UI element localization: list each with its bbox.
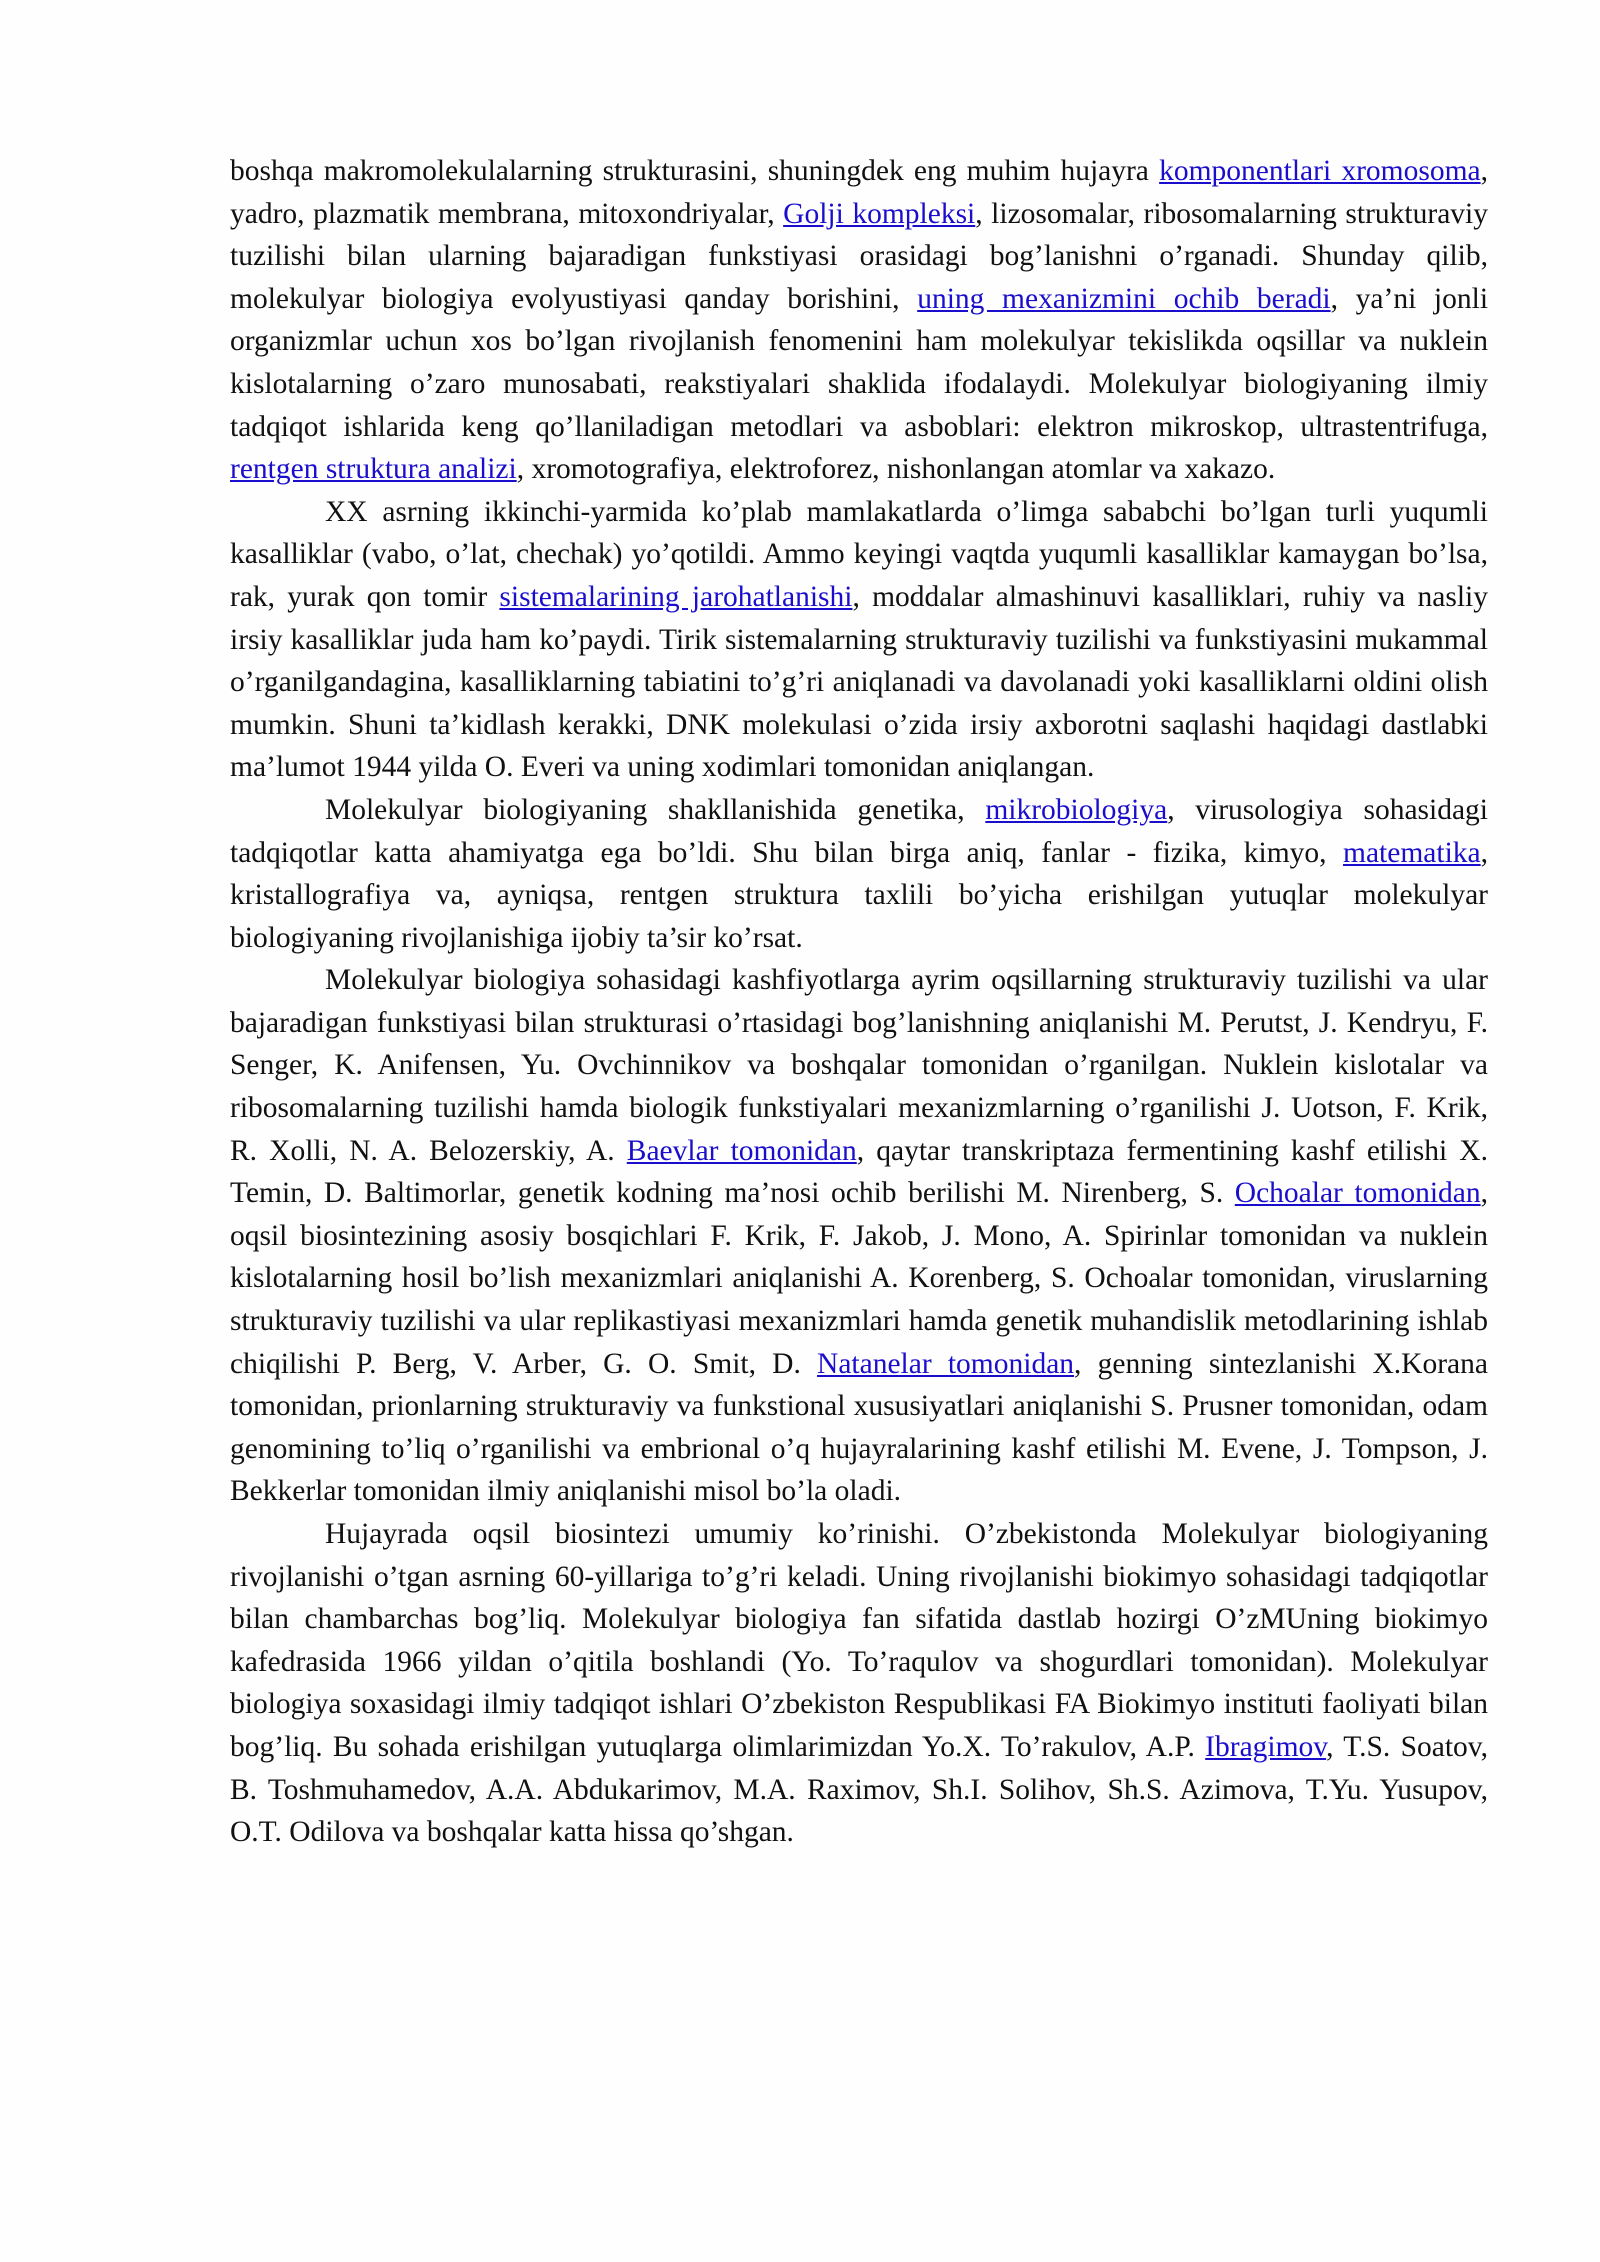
text-run: , T.S. Soatov, B. Toshmuhamedov, A.A. Abdukarimov, M.A. Raximov, Sh.I. Solihov, Sh.S. Azimova, T.Yu. Yusupov, O.T. Odilova va boshqalar katta hissa qo’shgan. [230,1730,1489,1849]
hyperlink[interactable]: mikrobiologiya [985,793,1168,826]
paragraph [230,1513,1488,1854]
document-body [230,150,1488,1854]
text-run: , yadro, plazmatik membrana, mitoxondriyalar, [230,155,1488,230]
hyperlink[interactable]: Natanelar tomonidan [817,1347,1075,1380]
hyperlink[interactable]: Ochoalar tomonidan [1234,1177,1481,1210]
hyperlink[interactable]: sistemalarining jarohatlanishi [499,580,853,613]
text-run: , qaytar transkriptaza fermentining kashf etilishi X. Temin, D. Baltimorlar, genetik kodning ma’nosi ochib berilishi M. Nirenberg, S. [230,1134,1488,1210]
hyperlink[interactable]: matematika [1343,836,1481,869]
text-run: , genning sintezlanishi X.Korana tomonidan, prionlarning strukturaviy va funkstional xususiyatlari aniqlanishi S. Prusner tomonidan, odam genomining to’liq o’rganilishi va embrional o’q hujayralarining kashf etilishi M. Evene, J. Tompson, J. Bekkerlar tomonidan ilmiy aniqlanishi misol bo’la oladi. [230,1347,1488,1508]
paragraph [230,491,1488,789]
paragraph [230,789,1488,959]
text-run: Hujayrada oqsil biosintezi umumiy ko’rinishi. O’zbekistonda Molekulyar biologiyaning rivojlanishi o’tgan asrning 60-yillariga to’g’ri keladi. Uning rivojlanishi biokimyo sohasidagi tadqiqotlar bilan chambarchas bog’liq. Molekulyar biologiya fan sifatida dastlab hozirgi O’zMUning biokimyo kafedrasida 1966 yildan o’qitila boshlandi (Yo. To’raqulov va shogurdlari tomonidan). Molekulyar biologiya soxasidagi ilmiy tadqiqot ishlari O’zbekiston Respublikasi FA Biokimyo instituti faoliyati bilan bog’liq. Bu sohada erishilgan yutuqlarga olimlarimizdan Yo.X. To’rakulov, A.P. [230,1518,1488,1763]
hyperlink[interactable]: Ibragimov [1205,1730,1327,1763]
text-run: , ya’ni jonli organizmlar uchun xos bo’lgan rivojlanish fenomenini ham molekulyar tekislikda oqsillar va nuklein kislotalarning o’zaro munosabati, reakstiyalari shaklida ifodalaydi. Molekulyar biologiyaning ilmiy tadqiqot ishlarida keng qo’llaniladigan metodlari va asboblari: elektron mikroskop, ultrastentrifuga, [230,282,1489,443]
hyperlink[interactable]: uning mexanizmini ochib beradi [917,282,1331,315]
text-run: , kristallografiya va, ayniqsa, rentgen struktura taxlili bo’yicha erishilgan yutuqlar molekulyar biologiyaning rivojlanishiga ijobiy ta’sir ko’rsat. [230,836,1488,954]
text-run: Molekulyar biologiya sohasidagi kashfiyotlarga ayrim oqsillarning strukturaviy tuzilishi va ular bajaradigan funkstiyasi bilan strukturasi o’rtasidagi bog’lanishning aniqlanishi M. Perutst, J. Kendryu, F. Senger, K. Anifensen, Yu. Ovchinnikov va boshqalar tomonidan o’rganilgan. Nuklein kislotalar va ribosomalarning tuzilishi hamda biologik funkstiyalari mexanizmlarning o’rganilishi J. Uotson, F. Krik, R. Xolli, N. A. Belozerskiy, A. [230,964,1488,1167]
hyperlink[interactable]: rentgen struktura analizi [230,453,517,486]
paragraph [230,150,1488,491]
hyperlink[interactable]: Golji kompleksi [783,197,976,230]
paragraph [230,959,1488,1513]
hyperlink[interactable]: Baevlar tomonidan [626,1134,857,1167]
text-run: XX asrning ikkinchi-yarmida ko’plab mamlakatlarda o’limga sababchi bo’lgan turli yuqumli kasalliklar (vabo, o’lat, chechak) yo’qotildi. Ammo keyingi vaqtda yuqumli kasalliklar kamaygan bo’lsa, rak, yurak qon tomir [230,495,1488,613]
text-run: , lizosomalar, ribosomalarning strukturaviy tuzilishi bilan ularning bajaradigan funkstiyasi orasidagi bog’lanishni o’rganadi. Shunday qilib, molekulyar biologiya evolyustiyasi qanday borishini, [230,197,1488,315]
text-run: Molekulyar biologiyaning shakllanishida genetika, [325,793,986,826]
hyperlink[interactable]: komponentlari xromosoma [1159,155,1481,187]
text-run: , oqsil biosintezining asosiy bosqichlari F. Krik, F. Jakob, J. Mono, A. Spirinlar tomonidan va nuklein kislotalarning hosil bo’lish mexanizmlari aniqlanishi A. Korenberg, S. Ochoalar tomonidan, viruslarning strukturaviy tuzilishi va ular replikastiyasi mexanizmlari hamda genetik muhandislik metodlarining ishlab chiqilishi P. Berg, V. Arber, G. O. Smit, D. [230,1177,1488,1380]
text-run: boshqa makromolekulalarning strukturasini, shuningdek eng muhim hujayra [230,155,1160,187]
text-run: , virusologiya sohasidagi tadqiqotlar katta ahamiyatga ega bo’ldi. Shu bilan birga aniq, fanlar - fizika, kimyo, [230,793,1488,869]
text-run: , moddalar almashinuvi kasalliklari, ruhiy va nasliy irsiy kasalliklar juda ham ko’paydi. Tirik sistemalarning strukturaviy tuzilishi va funkstiyasini mukammal o’rganilgandagina, kasalliklarning tabiatini to’g’ri aniqlanadi va davolanadi yoki kasalliklarni oldini olish mumkin. Shuni ta’kidlash kerakki, DNK molekulasi o’zida irsiy axborotni saqlashi haqidagi dastlabki ma’lumot 1944 yilda O. Everi va uning xodimlari tomonidan aniqlangan. [230,580,1489,784]
text-run: , xromotografiya, elektroforez, nishonlangan atomlar va xakazo. [516,453,1276,486]
